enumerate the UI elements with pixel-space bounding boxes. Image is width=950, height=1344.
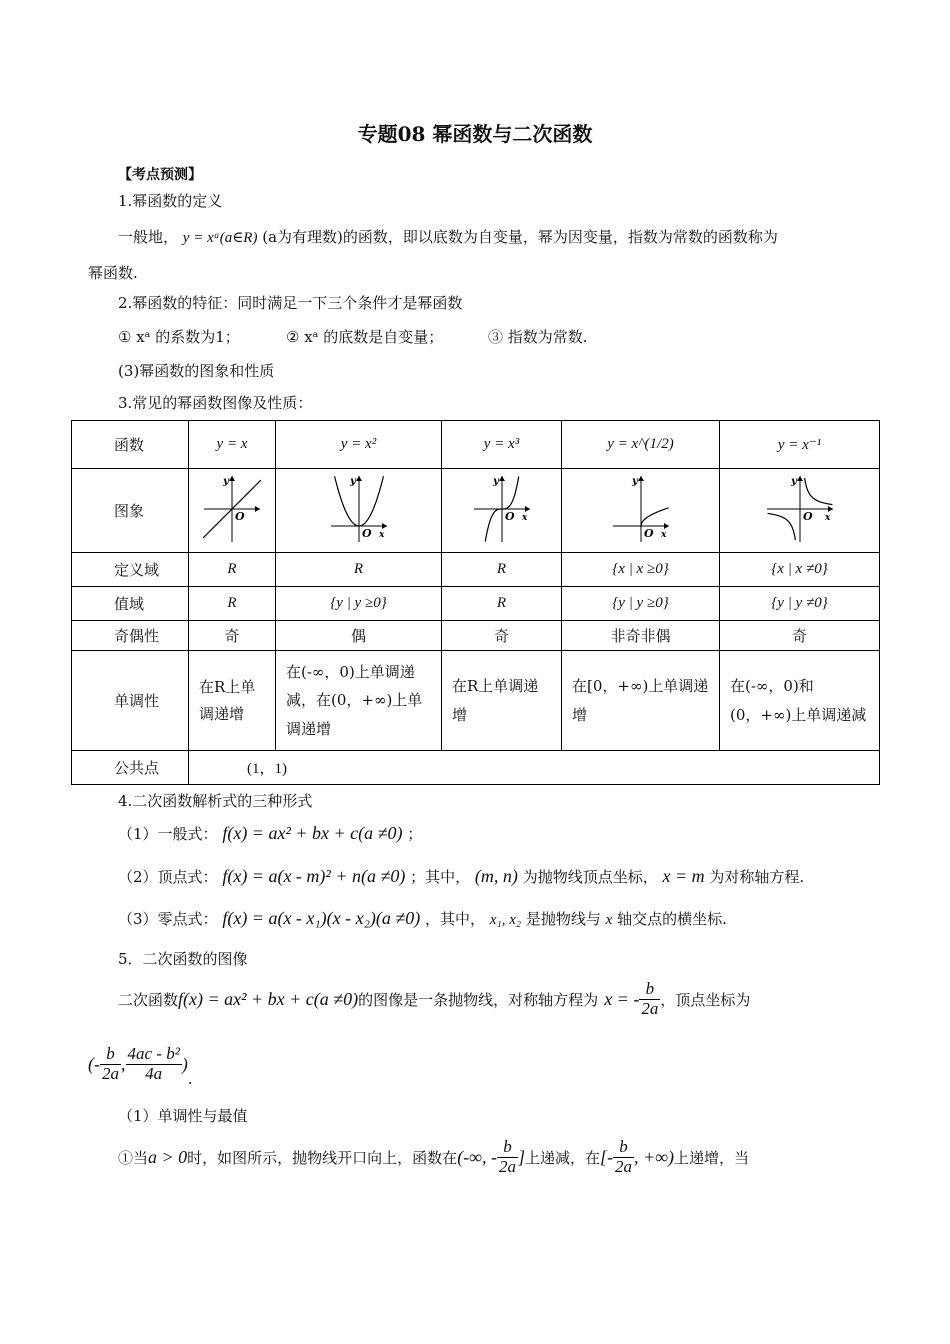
y-arrow xyxy=(356,476,362,481)
y-arrow xyxy=(638,476,644,481)
range-cell: R xyxy=(442,587,562,621)
s4-heading: 4.二次函数解析式的三种形式 xyxy=(118,792,313,810)
table-row xyxy=(72,751,880,785)
graph-reciprocal xyxy=(765,474,835,544)
s3-heading-b: 3.常见的幂函数图像及性质： xyxy=(118,394,313,412)
mono-cell: 在(-∞，0)上单调递减，在(0，+∞)上单调递增 xyxy=(276,651,442,751)
s4-vertex: （2）顶点式： f(x) = a(x - m)² + n(a ≠0) ；其中， (m, n) 为抛物线顶点坐标， x = m 为对称轴方程. xyxy=(118,866,805,886)
s1-heading: 1.幂函数的定义 xyxy=(118,192,223,210)
y-label: y xyxy=(349,475,356,487)
section-header: 【考点预测】 xyxy=(118,167,202,183)
mono-cell: 在R上单调递增 xyxy=(442,651,562,751)
parity-cell: 奇 xyxy=(189,621,276,651)
table-row xyxy=(72,421,880,469)
parity-cell: 奇 xyxy=(442,621,562,651)
range-cell: {y | y ≠0} xyxy=(720,587,880,621)
table-row xyxy=(72,587,880,621)
curve xyxy=(804,478,832,505)
table-row xyxy=(72,469,880,553)
x-label: x xyxy=(660,529,666,540)
x-arrow xyxy=(255,506,260,512)
y-label: y xyxy=(631,475,638,487)
row-label: 单调性 xyxy=(72,651,189,751)
y-label: y xyxy=(790,475,797,487)
domain-cell: R xyxy=(442,553,562,587)
origin-label: O xyxy=(504,509,515,523)
s2-cond-2: ② xᵃ 的底数是自变量； xyxy=(286,328,444,346)
axis-fraction: $\frac{b}{2a}$ xyxy=(641,979,659,1018)
s3-heading-a: (3)幂函数的图象和性质 xyxy=(118,362,275,380)
parity-cell: 非奇非偶 xyxy=(562,621,720,651)
row-label: 定义域 xyxy=(72,553,189,587)
s4-general: （1）一般式： f(x) = ax² + bx + c(a ≠0) ； xyxy=(118,823,423,843)
origin-label: O xyxy=(235,509,245,523)
s1-line2: 幂函数. xyxy=(88,264,138,282)
common-point-cell: (1，1) xyxy=(189,751,880,785)
func-cell: y = x^(1/2) xyxy=(562,421,720,469)
s5-heading: 5．二次函数的图像 xyxy=(118,950,248,968)
s2-heading: 2.幂函数的特征：同时满足一下三个条件才是幂函数 xyxy=(118,294,463,312)
x-arrow xyxy=(382,523,387,529)
table-row xyxy=(72,621,880,651)
mono-cell: 在(-∞，0)和(0，+∞)上单调递减 xyxy=(720,651,880,751)
power-function-table xyxy=(71,420,880,785)
origin-label: O xyxy=(361,526,372,540)
s4-zero: （3）零点式： f(x) = a(x - x₁)(x - x₂)(a ≠0) ，其中， x₁, x₂ 是抛物线与 x 轴交点的横坐标. xyxy=(118,908,727,928)
row-label: 图象 xyxy=(72,469,189,553)
origin-label: O xyxy=(802,509,813,523)
parity-cell: 偶 xyxy=(276,621,442,651)
s5-vertex: (- $\frac{b}{2a}$ , $\frac{\text{4ac - b²}}{4a}$ ) . xyxy=(88,1043,193,1088)
page-title: 专题08 幂函数与二次函数 xyxy=(357,122,593,146)
table-row xyxy=(72,651,880,751)
x-arrow xyxy=(828,506,833,512)
range-cell: {y | y ≥0} xyxy=(562,587,720,621)
func-cell: y = x² xyxy=(276,421,442,469)
y-label: y xyxy=(223,475,229,487)
row-label: 函数 xyxy=(72,421,189,469)
s6-heading: （1）单调性与最值 xyxy=(118,1107,248,1125)
table-row xyxy=(72,553,880,587)
y-arrow xyxy=(499,476,505,481)
y-arrow xyxy=(229,476,235,481)
graph-sqrt xyxy=(611,474,671,544)
row-label: 公共点 xyxy=(72,751,189,785)
y-arrow xyxy=(797,476,803,481)
range-cell: {y | y ≥0} xyxy=(276,587,442,621)
y-label: y xyxy=(492,475,499,487)
row-label: 奇偶性 xyxy=(72,621,189,651)
s5-line1: 二次函数 f(x) = ax² + bx + c(a ≠0) 的图像是一条抛物线，对称轴方程为 x = - $\frac{b}{2a}$ ，顶点坐标为 xyxy=(118,979,751,1018)
graph-cube xyxy=(472,474,532,544)
graph-square xyxy=(329,474,389,544)
range-cell: R xyxy=(189,587,276,621)
x-label: x xyxy=(824,512,830,523)
s2-cond-3: ③ 指数为常数. xyxy=(488,328,588,346)
curve xyxy=(767,513,795,540)
x-arrow xyxy=(664,523,669,529)
domain-cell: {x | x ≥0} xyxy=(562,553,720,587)
graph-linear xyxy=(202,474,262,544)
mono-cell: 在R上单调递增 xyxy=(189,651,276,751)
x-arrow xyxy=(525,506,530,512)
domain-cell: R xyxy=(189,553,276,587)
origin-label: O xyxy=(643,526,654,540)
mono-cell: 在[0，+∞)上单调递增 xyxy=(562,651,720,751)
domain-cell: R xyxy=(276,553,442,587)
row-label: 值域 xyxy=(72,587,189,621)
func-cell: y = x⁻¹ xyxy=(720,421,880,469)
x-label: x xyxy=(521,512,527,523)
parity-cell: 奇 xyxy=(720,621,880,651)
curve xyxy=(641,507,669,525)
x-label: x xyxy=(378,529,384,540)
s2-cond-1: ① xᵃ 的系数为1； xyxy=(118,328,240,346)
func-cell: y = x xyxy=(189,421,276,469)
func-cell: y = x³ xyxy=(442,421,562,469)
domain-cell: {x | x ≠0} xyxy=(720,553,880,587)
s1-line1: 一般地， y = xᵃ(a∈R) (a为有理数)的函数，即以底数为自变量，幂为因变量，指数为常数的函数称为 xyxy=(118,228,778,246)
s6-line1: ①当 a > 0 时，如图所示，抛物线开口向上，函数在 (-∞, - $\frac{b}{2a}$ ] 上递减，在 [- $\frac{b}{2a}$ , +∞) 上递增，当 xyxy=(118,1137,750,1176)
